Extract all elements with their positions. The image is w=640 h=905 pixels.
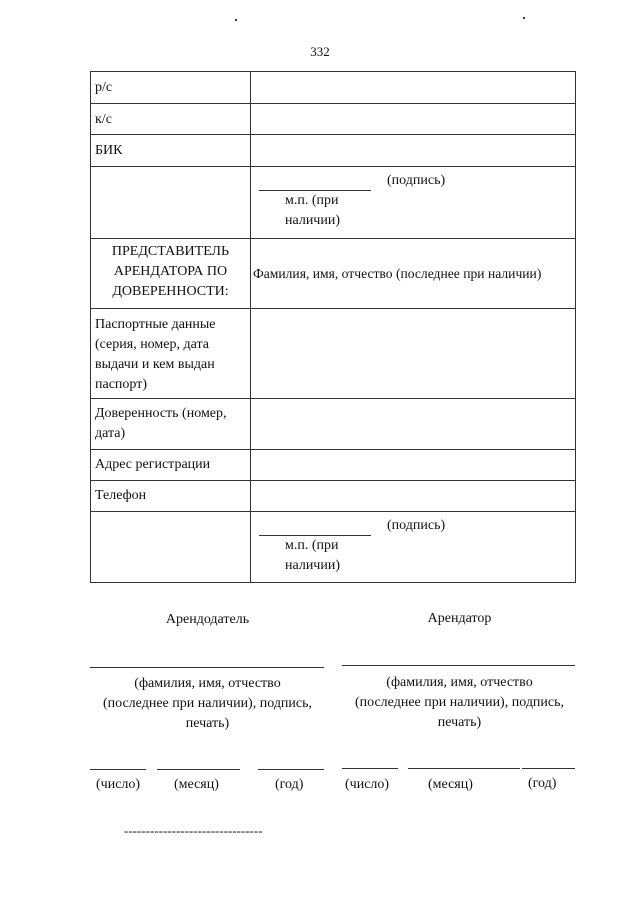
tenant-month-line[interactable] — [408, 768, 520, 769]
representative-line: ПРЕДСТАВИТЕЛЬ — [111, 244, 230, 259]
passport-line: Паспортные данные — [95, 317, 216, 332]
landlord-year-label: (год) — [275, 777, 304, 792]
caption-line: (фамилия, имя, отчество — [134, 676, 281, 691]
tenant-title: Арендатор — [427, 611, 492, 626]
table-row — [91, 135, 576, 167]
passport-label — [91, 309, 251, 399]
passport-value-cell[interactable] — [251, 309, 576, 399]
landlord-title: Арендодатель — [165, 612, 250, 627]
passport-line: (серия, номер, дата — [95, 337, 209, 352]
ks-value-cell[interactable] — [251, 104, 576, 135]
mp-label-line2: наличии) — [285, 213, 340, 228]
signature-cell-2[interactable] — [251, 512, 576, 583]
mp-label-line2: наличии) — [285, 558, 340, 573]
phone-label-text: Телефон — [95, 488, 147, 503]
tenant-year-line[interactable] — [522, 768, 575, 769]
phone-label — [91, 481, 251, 512]
bik-label — [91, 135, 251, 167]
ks-label — [91, 104, 251, 135]
landlord-year-line[interactable] — [258, 769, 324, 770]
requisites-table — [90, 71, 576, 583]
table-row — [91, 72, 576, 104]
representative-label — [91, 239, 251, 309]
landlord-day-line[interactable] — [90, 769, 146, 770]
passport-line: паспорт) — [95, 377, 148, 392]
caption-line: (последнее при наличии), подпись, — [354, 695, 565, 710]
podpis-label: (подпись) — [387, 518, 446, 533]
representative-line: АРЕНДАТОРА ПО — [113, 264, 228, 279]
table-row — [91, 167, 576, 239]
address-label — [91, 450, 251, 481]
scan-speck — [235, 19, 237, 21]
rs-value-cell[interactable] — [251, 72, 576, 104]
address-value-cell[interactable] — [251, 450, 576, 481]
signature-line[interactable] — [259, 521, 371, 536]
mp-label-line1: м.п. (при — [285, 538, 339, 553]
table-row — [91, 309, 576, 399]
caption-line: (последнее при наличии), подпись, — [102, 696, 313, 711]
rs-label — [91, 72, 251, 104]
table-row — [91, 239, 576, 309]
poa-line: Доверенность (номер, — [95, 406, 227, 421]
poa-value-cell[interactable] — [251, 399, 576, 450]
bik-label-text: БИК — [95, 143, 123, 158]
table-row — [91, 512, 576, 583]
footnote-separator: -------------------------------- — [124, 823, 263, 838]
table-row — [91, 450, 576, 481]
tenant-signature-line[interactable] — [342, 665, 575, 666]
fio-header — [251, 239, 576, 309]
table-row — [91, 481, 576, 512]
representative-line: ДОВЕРЕННОСТИ: — [112, 284, 229, 299]
landlord-month-label: (месяц) — [174, 777, 219, 792]
signature-cell-1[interactable] — [251, 167, 576, 239]
podpis-label: (подпись) — [387, 173, 446, 188]
phone-value-cell[interactable] — [251, 481, 576, 512]
caption-line: (фамилия, имя, отчество — [386, 675, 533, 690]
page-number: 332 — [310, 44, 330, 59]
bik-value-cell[interactable] — [251, 135, 576, 167]
ks-label-text: к/с — [95, 112, 112, 127]
caption-line: печать) — [437, 715, 482, 730]
landlord-caption — [90, 674, 325, 734]
fio-header-text: Фамилия, имя, отчество (последнее при наличии) — [253, 265, 542, 281]
signature-line[interactable] — [259, 176, 371, 191]
passport-line: выдачи и кем выдан — [95, 357, 215, 372]
table-row — [91, 104, 576, 135]
tenant-day-label: (число) — [345, 777, 390, 792]
tenant-year-label: (год) — [528, 776, 557, 791]
empty-cell — [91, 512, 251, 583]
scan-speck — [523, 17, 525, 19]
table-row — [91, 399, 576, 450]
landlord-day-label: (число) — [96, 777, 141, 792]
landlord-signature-line[interactable] — [90, 667, 324, 668]
address-label-text: Адрес регистрации — [95, 457, 211, 472]
tenant-month-label: (месяц) — [428, 777, 473, 792]
tenant-caption — [342, 673, 577, 733]
rs-label-text: р/с — [95, 80, 113, 95]
empty-cell — [91, 167, 251, 239]
mp-label-line1: м.п. (при — [285, 193, 339, 208]
caption-line: печать) — [185, 716, 230, 731]
landlord-month-line[interactable] — [157, 769, 240, 770]
tenant-day-line[interactable] — [342, 768, 398, 769]
poa-label — [91, 399, 251, 450]
poa-line: дата) — [95, 426, 126, 441]
